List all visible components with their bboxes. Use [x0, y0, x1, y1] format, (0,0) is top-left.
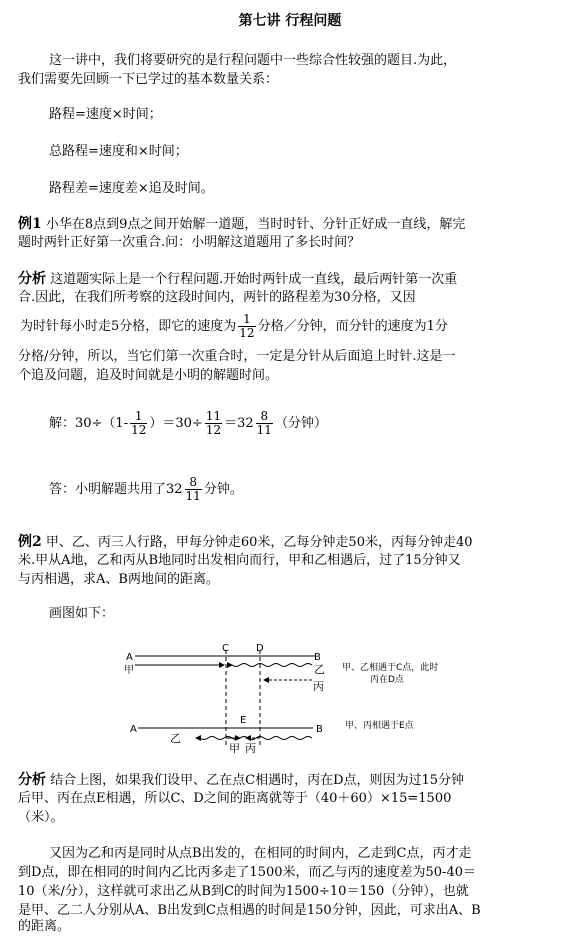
label-bing-bottom: 丙: [245, 742, 256, 755]
formula-distance-difference: 路程差=速度差×追及时间。: [49, 181, 214, 196]
label-b-top: B: [314, 652, 321, 663]
example-1-label: 例1: [18, 216, 42, 232]
analysis-2-para2-line-2: 到D点，即在相同的时间内乙比丙多走了1500米，而乙与丙的速度差为50-40＝: [18, 865, 476, 880]
example-2-line-1: 例2 甲、乙、丙三人行路，甲每分钟走60米，乙每分钟走50米，丙每分钟走40: [18, 534, 473, 550]
note-bing-at-d: 丙在D点: [370, 675, 404, 685]
intro-line-2: 我们需要先回顾一下已学过的基本数量关系：: [18, 72, 279, 87]
example-2-label: 例2: [18, 534, 42, 550]
analysis-1-line-3: 为时针每小时走5分格，即它的速度为 $\frac{1}{12}$ 分格／分钟，而分针的速度为1分: [20, 312, 448, 340]
analysis-2-line-2: 后甲、丙在点E相遇，所以C、D之间的距离就等于（40＋60）×15=1500: [18, 791, 452, 806]
analysis-1-line-4: 分格/分钟，所以，当它们第一次重合时，一定是分针从后面追上时针.这是一: [18, 349, 456, 364]
label-bing-top: 丙: [313, 680, 324, 693]
intro-line-1: 这一讲中，我们将要研究的是行程问题中一些综合性较强的题目.为此，: [49, 53, 457, 68]
note-jia-bing-meet: 甲、丙相遇于E点: [345, 721, 414, 731]
label-yi-bottom: 乙: [170, 732, 181, 745]
example-1-line-2: 题时两针正好第一次重合.问：小明解这道题用了多长时间？: [18, 235, 361, 250]
answer-1: 答：小明解题共用了32 $\frac{8}{11}$ 分钟。: [49, 475, 243, 503]
analysis-1-line-1: 分析 这道题实际上是一个行程问题.开始时两针成一直线，最后两针第一次重: [18, 271, 458, 287]
draw-diagram-caption: 画图如下：: [49, 606, 115, 621]
example-2-line-2: 米.甲从A地，乙和丙从B地同时出发相向而行，甲和乙相遇后，过了15分钟又: [18, 553, 461, 568]
label-c: C: [222, 643, 229, 654]
note-jia-yi-meet: 甲、乙相遇于C点，此时: [342, 663, 439, 673]
analysis-2-line-1: 分析 结合上图，如果我们设甲、乙在点C相遇时，丙在D点，则因为过15分钟: [18, 772, 465, 788]
label-jia-bottom: 甲: [229, 742, 240, 755]
label-yi-top: 乙: [314, 663, 325, 676]
label-a-bottom: A: [130, 724, 137, 735]
label-d: D: [256, 643, 264, 654]
analysis-1-label: 分析: [18, 271, 46, 287]
label-a-top: A: [126, 652, 133, 663]
analysis-2-label: 分析: [18, 772, 46, 788]
analysis-2-para2-line-1: 又因为乙和丙是同时从点B出发的，在相同的时间内，乙走到C点，丙才走: [49, 846, 472, 861]
label-jia-top: 甲: [124, 665, 134, 676]
formula-total-distance: 总路程=速度和×时间；: [49, 144, 188, 159]
analysis-2-line-3: （米）。: [18, 810, 64, 825]
example-1-line-1: 例1 小华在8点到9点之间开始解一道题，当时时针、分针正好成一直线，解完: [18, 216, 466, 232]
fraction-one-twelfth: $\frac{1}{12}$: [239, 312, 255, 340]
example-2-line-3: 与丙相遇，求A、B两地间的距离。: [18, 572, 219, 587]
analysis-1-line-5: 个追及问题，追及时间就是小明的解题时间。: [18, 368, 279, 383]
page-title: 第七讲 行程问题: [238, 13, 342, 29]
label-e: E: [240, 715, 247, 726]
analysis-2-para2-line-3: 10（米/分），这样就可求出乙从B到C的时间为1500÷10＝150（分钟），也就: [18, 884, 469, 899]
analysis-2-para2-line-4: 是甲、乙二人分别从A、B出发到C点相遇的时间是150分钟，因此，可求出A、B: [18, 903, 481, 918]
analysis-2-para2-line-5: 的距离。: [18, 919, 71, 934]
label-b-bottom: B: [316, 724, 323, 735]
yi-path-wave: [232, 664, 312, 667]
analysis-1-line-2: 合.因此，在我们所考察的这段时间内，两针的路程差为30分格，又因: [18, 290, 416, 305]
formula-distance: 路程=速度×时间；: [49, 107, 162, 122]
solution-1-equation: 解：30÷（1- $\frac{1}{12}$ ）＝30÷ $\frac{11}{12}$ ＝32 $\frac{8}{11}$ （分钟）: [49, 409, 327, 437]
